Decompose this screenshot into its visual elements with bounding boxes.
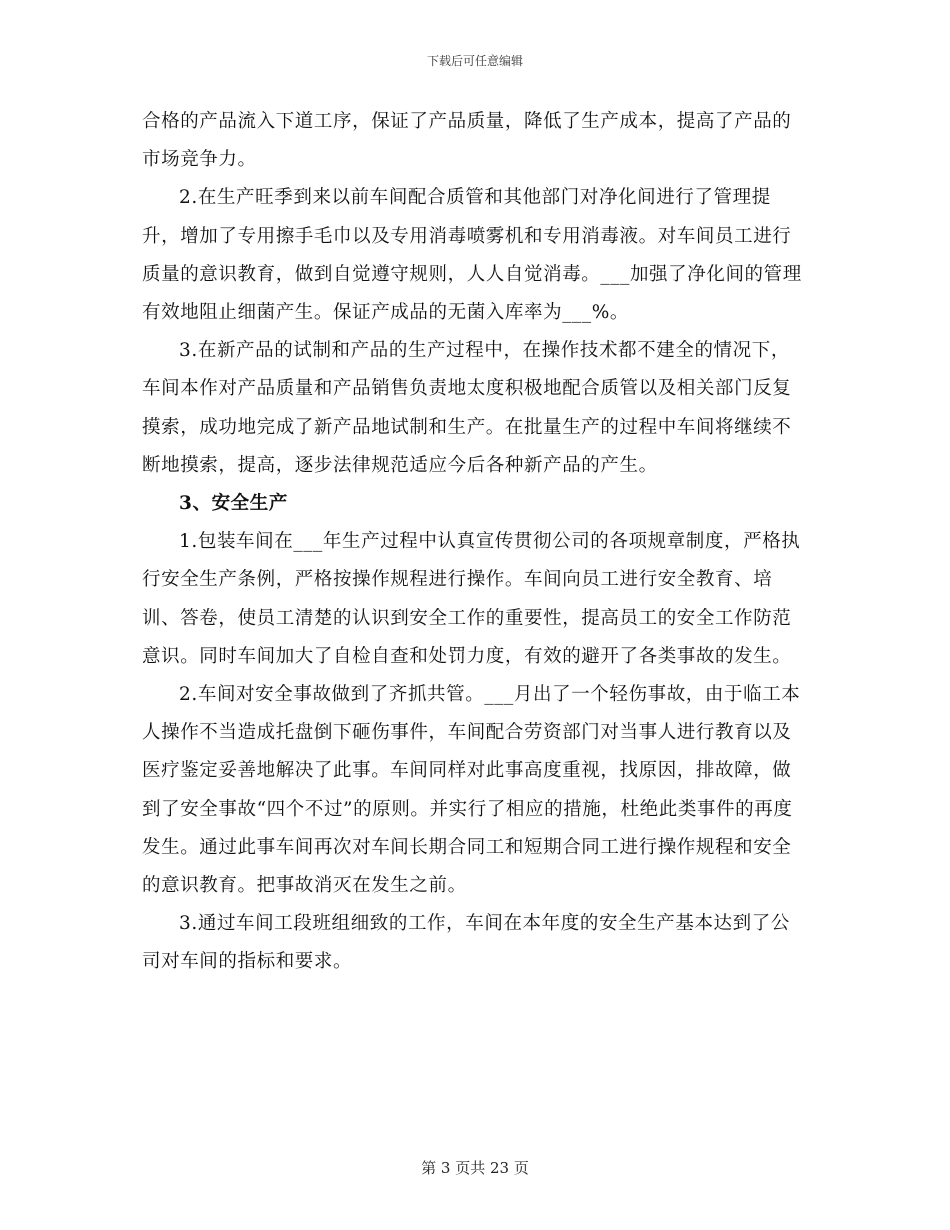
document-body [142, 103, 807, 982]
paragraph-safety-item-3: 3.通过车间工段班组细致的工作，车间在本年度的安全生产基本达到了公司对车间的指标和要求。 [142, 913, 790, 973]
paragraph-item-2-cleanroom: 2.在生产旺季到来以前车间配合质管和其他部门对净化间进行了管理提升，增加了专用擦手毛巾以及专用消毒喷雾机和专用消毒液。对车间员工进行质量的意识教育，做到自觉遵守规则，人人自觉消毒。___加强了净化间的管理有效地阻止细菌产生。保证产成品的无菌入库率为___%。 [142, 187, 802, 324]
paragraph-safety-item-1: 1.包装车间在___年生产过程中认真宣传贯彻公司的各项规章制度，严格执行安全生产条例，严格按操作规程进行操作。车间向员工进行安全教育、培训、答卷，使员工清楚的认识到安全工作的重要性，提高员工的安全工作防范意识。同时车间加大了自检自查和处罚力度，有效的避开了各类事故的发生。 [142, 531, 801, 667]
section-heading-safety: 3、安全生产 [179, 493, 288, 515]
paragraph-item-3-new-products: 3.在新产品的试制和产品的生产过程中，在操作技术都不建全的情况下，车间本作对产品质量和产品销售负责地太度积极地配合质管以及相关部门反复摸索，成功地完成了新产品地试制和生产。在批量生产的过程中车间将继续不断地摸索，提高，逐步法律规范适应今后各种新产品的产生。 [142, 340, 792, 476]
page-footer: 第 3 页共 23 页 [421, 1159, 529, 1177]
paragraph-safety-item-2: 2.车间对安全事故做到了齐抓共管。___月出了一个轻伤事故，由于临工本人操作不当造成托盘倒下砸伤事件，车间配合劳资部门对当事人进行教育以及医疗鉴定妥善地解决了此事。车间同样对此事高度重视，找原因，排故障，做到了安全事故“四个不过”的原则。并实行了相应的措施，杜绝此类事件的再度发生。通过此事车间再次对车间长期合同工和短期合同工进行操作规程和安全的意识教育。把事故消灭在发生之前。 [142, 684, 801, 897]
paragraph-continuation: 合格的产品流入下道工序，保证了产品质量，降低了生产成本，提高了产品的市场竞争力。 [142, 111, 792, 171]
page-header: 下载后可任意编辑 [426, 54, 523, 68]
